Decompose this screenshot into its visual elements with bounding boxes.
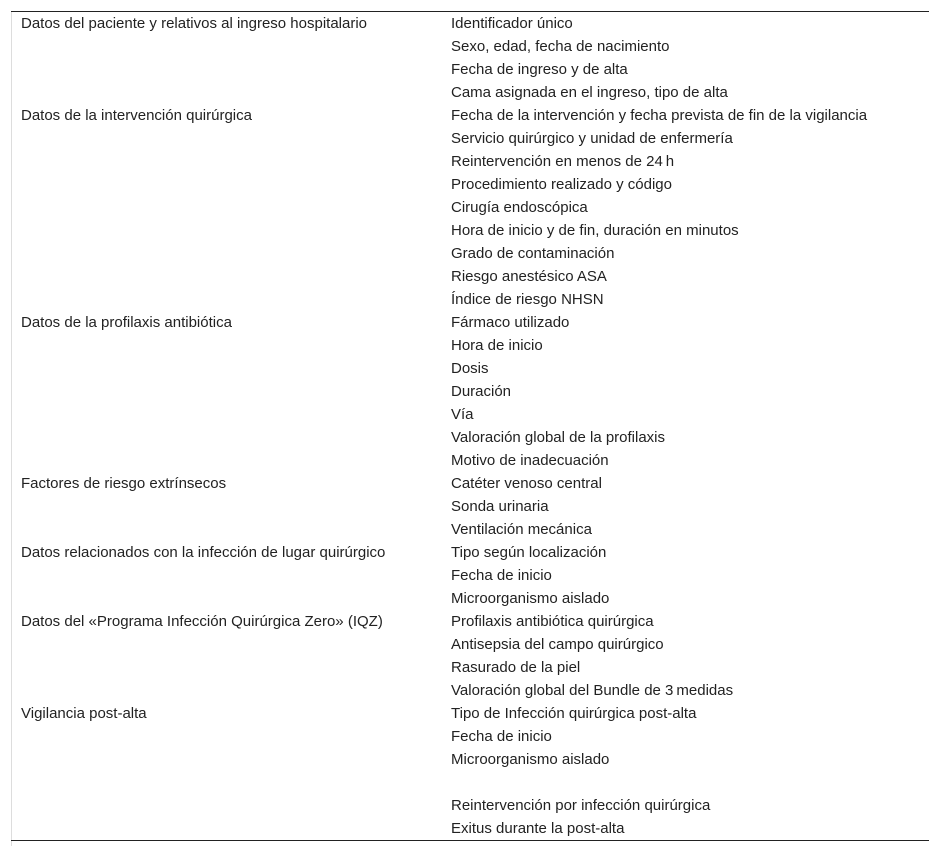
variable-item: Microorganismo aislado: [451, 751, 610, 768]
items-cell: [451, 472, 929, 541]
items-cell: [451, 311, 929, 472]
items-cell: [451, 702, 929, 840]
variable-item: Fecha de inicio: [451, 567, 552, 584]
variable-item: Servicio quirúrgico y unidad de enfermería: [451, 130, 733, 147]
category-label: Datos relacionados con la infección de lugar quirúrgico: [21, 544, 386, 561]
variable-item: Fármaco utilizado: [451, 314, 570, 331]
variable-item: Identificador único: [451, 15, 573, 32]
table-row: [11, 702, 929, 840]
variable-item: Vía: [451, 406, 474, 423]
category-label: Datos de la intervención quirúrgica: [21, 107, 252, 124]
table-row: [11, 12, 929, 104]
variable-item: Procedimiento realizado y código: [451, 176, 672, 193]
variable-item: Cirugía endoscópica: [451, 199, 588, 216]
category-cell: [11, 12, 451, 104]
category-cell: [11, 541, 451, 610]
variable-item: Fecha de inicio: [451, 728, 552, 745]
variables-table: [11, 12, 929, 840]
variable-item: Fecha de la intervención y fecha prevista de fin de la vigilancia: [451, 107, 868, 124]
table-row: [11, 311, 929, 472]
category-label: Datos del paciente y relativos al ingreso hospitalario: [21, 15, 368, 32]
variable-item: Tipo según localización: [451, 544, 607, 561]
variable-item: Exitus durante la post-alta: [451, 820, 625, 837]
variable-item: Ventilación mecánica: [451, 521, 592, 538]
variable-item: Grado de contaminación: [451, 245, 615, 262]
variable-item: Riesgo anestésico ASA: [451, 268, 607, 285]
variable-item: Tipo de Infección quirúrgica post-alta: [451, 705, 697, 722]
items-cell: [451, 541, 929, 610]
variable-item: Duración: [451, 383, 512, 400]
variable-item: Microorganismo aislado: [451, 590, 610, 607]
variable-item: Motivo de inadecuación: [451, 452, 609, 469]
variable-item: Reintervención en menos de 24 h: [451, 153, 675, 170]
category-label: Factores de riesgo extrínsecos: [21, 475, 227, 492]
variable-item: [451, 771, 929, 794]
variable-item: Índice de riesgo NHSN: [451, 291, 604, 308]
category-cell: [11, 311, 451, 472]
table-row: [11, 472, 929, 541]
variable-item: Antisepsia del campo quirúrgico: [451, 636, 664, 653]
category-label: Datos de la profilaxis antibiótica: [21, 314, 232, 331]
category-cell: [11, 702, 451, 840]
variable-item: Fecha de ingreso y de alta: [451, 61, 628, 78]
category-label: Datos del «Programa Infección Quirúrgica Zero» (IQZ): [21, 613, 383, 630]
variable-item: Reintervención por infección quirúrgica: [451, 797, 711, 814]
variable-item: Dosis: [451, 360, 489, 377]
items-cell: [451, 610, 929, 702]
variable-item: Catéter venoso central: [451, 475, 602, 492]
table-body: [11, 12, 929, 840]
variable-item: Valoración global de la profilaxis: [451, 429, 666, 446]
variable-item: Hora de inicio: [451, 337, 543, 354]
table-row: [11, 610, 929, 702]
variable-item: Sonda urinaria: [451, 498, 549, 515]
variable-item: Hora de inicio y de fin, duración en minutos: [451, 222, 739, 239]
category-cell: [11, 104, 451, 311]
table-row: [11, 104, 929, 311]
variable-item: Cama asignada en el ingreso, tipo de alta: [451, 84, 728, 101]
items-cell: [451, 12, 929, 104]
variable-item: Rasurado de la piel: [451, 659, 581, 676]
variable-item: Profilaxis antibiótica quirúrgica: [451, 613, 654, 630]
variable-item: Valoración global del Bundle de 3 medidas: [451, 682, 734, 699]
items-cell: [451, 104, 929, 311]
category-cell: [11, 610, 451, 702]
table-row: [11, 541, 929, 610]
data-table: [11, 11, 929, 841]
variable-item: Sexo, edad, fecha de nacimiento: [451, 38, 670, 55]
category-label: Vigilancia post-alta: [21, 705, 147, 722]
category-cell: [11, 472, 451, 541]
